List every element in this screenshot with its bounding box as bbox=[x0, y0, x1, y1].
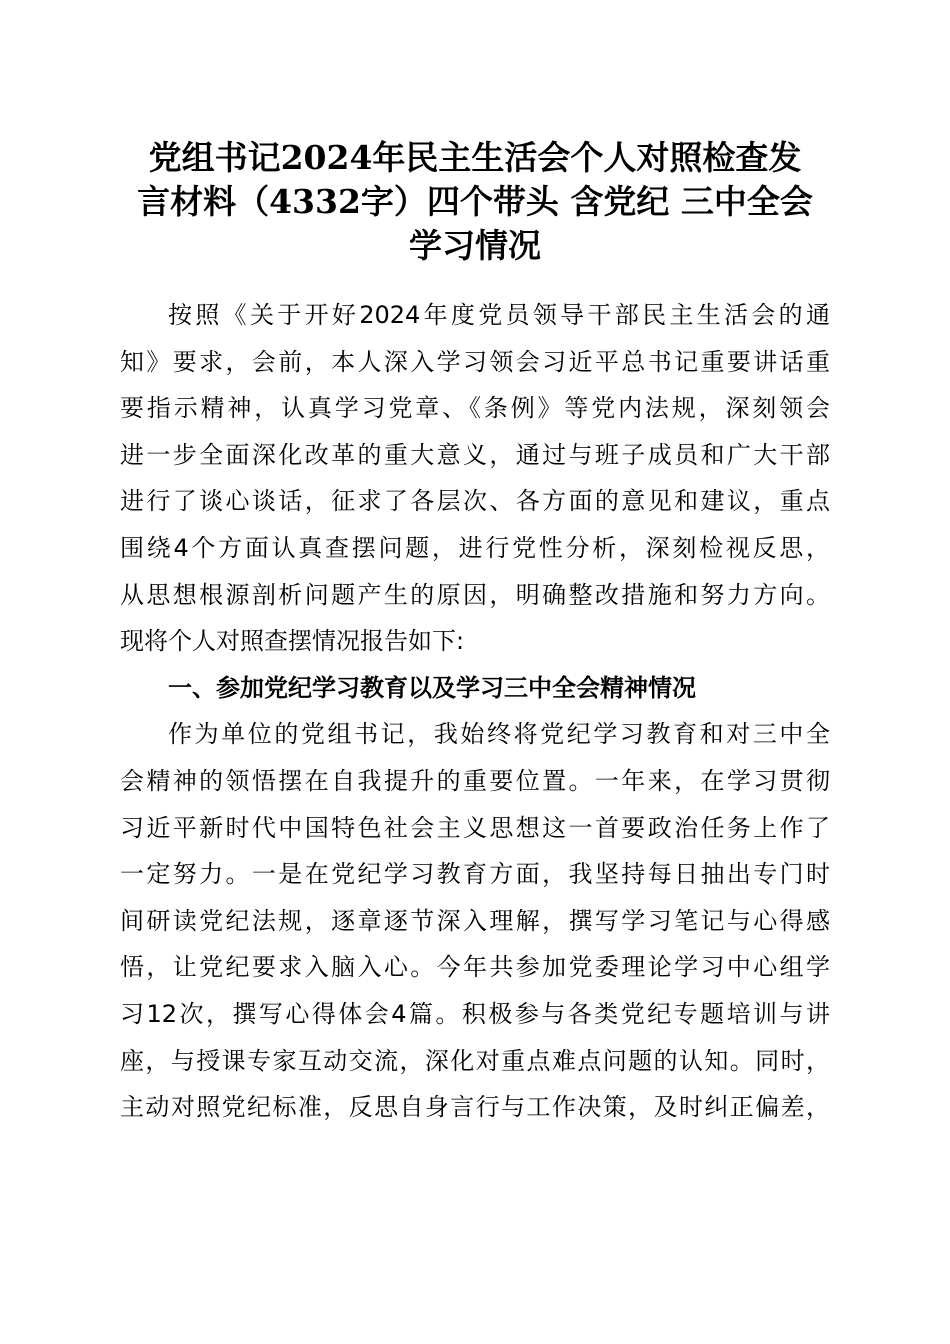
section-1-line: 座，与授课专家互动交流，深化对重点难点问题的认知。同时， bbox=[120, 1046, 830, 1075]
intro-line: 从思想根源剖析问题产生的原因，明确整改措施和努力方向。 bbox=[120, 580, 830, 609]
title-line-1: 党组书记2024年民主生活会个人对照检查发 bbox=[148, 138, 802, 177]
intro-line: 进行了谈心谈话，征求了各层次、各方面的意见和建议，重点 bbox=[120, 487, 830, 516]
section-1-line: 作为单位的党组书记，我始终将党纪学习教育和对三中全 bbox=[168, 720, 830, 749]
section-1-heading: 一、参加党纪学习教育以及学习三中全会精神情况 bbox=[168, 673, 696, 702]
document-body bbox=[120, 292, 830, 1131]
section-1-line: 主动对照党纪标准，反思自身言行与工作决策，及时纠正偏差， bbox=[120, 1093, 830, 1122]
title-line-2: 言材料（4332字）四个带头 含党纪 三中全会 bbox=[137, 182, 813, 221]
intro-line: 进一步全面深化改革的重大意义，通过与班子成员和广大干部 bbox=[120, 440, 830, 469]
section-1-line: 会精神的领悟摆在自我提升的重要位置。一年来，在学习贯彻 bbox=[120, 766, 830, 795]
section-1-line: 间研读党纪法规，逐章逐节深入理解，撰写学习笔记与心得感 bbox=[120, 906, 830, 935]
intro-line: 现将个人对照查摆情况报告如下: bbox=[120, 627, 465, 656]
section-1-line: 习12次，撰写心得体会4篇。积极参与各类党纪专题培训与讲 bbox=[120, 999, 830, 1028]
section-1-line: 习近平新时代中国特色社会主义思想这一首要政治任务上作了 bbox=[120, 813, 830, 842]
section-1-line: 悟，让党纪要求入脑入心。今年共参加党委理论学习中心组学 bbox=[120, 953, 830, 982]
section-1-line: 一定努力。一是在党纪学习教育方面，我坚持每日抽出专门时 bbox=[120, 860, 830, 889]
document-title bbox=[118, 136, 832, 268]
intro-line: 围绕4个方面认真查摆问题，进行党性分析，深刻检视反思， bbox=[120, 533, 830, 562]
intro-line: 要指示精神，认真学习党章、《条例》等党内法规，深刻领会 bbox=[120, 394, 830, 423]
title-line-3: 学习情况 bbox=[409, 226, 541, 265]
intro-line: 知》要求，会前，本人深入学习领会习近平总书记重要讲话重 bbox=[120, 347, 830, 376]
intro-line: 按照《关于开好2024年度党员领导干部民主生活会的通 bbox=[168, 301, 830, 329]
